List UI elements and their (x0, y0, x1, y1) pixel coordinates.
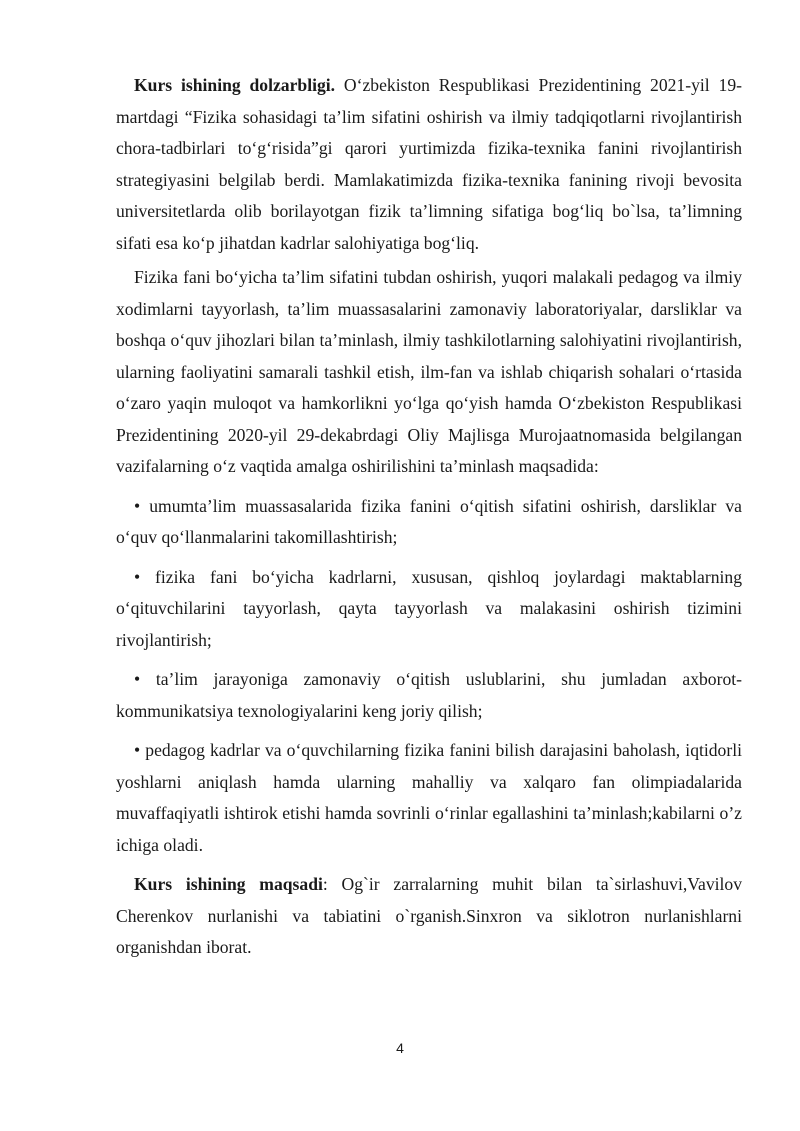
goal-heading: Kurs ishining maqsadi (134, 874, 323, 894)
bullet-item-2: • fizika fani bo‘yicha kadrlarni, xususan, qishloq joylardagi maktablarning o‘qituvchilarini tayyorlash, qayta tayyorlash va malakasini oshirish tizimini rivojlantirish; (116, 566, 742, 650)
document-page (116, 70, 742, 964)
physics-paragraph: Fizika fani bo‘yicha ta’lim sifatini tubdan oshirish, yuqori malakali pedagog va ilmiy xodimlarni tayyorlash, ta’lim muassasalarini zamonaviy laboratoriyalar, darsliklar va boshqa o‘quv jihozlari bilan ta’minlash, ilmiy tashkilotlarning salohiyatini rivojlantirish, ularning faoliyatini samarali tashkil etish, ilm-fan va ishlab chiqarish sohalari o‘rtasida o‘zaro yaqin muloqot va hamkorlikni yo‘lga qo‘yish hamda O‘zbekiston Respublikasi Prezidentining 2020-yil 29-dekabrdagi Oliy Majlisga Murojaatnomasida belgilangan vazifalarning o‘z vaqtida amalga oshirilishini ta’minlash maqsadida: (116, 267, 742, 476)
goal-text: : Og`ir zarralarning muhit bilan ta`sirlashuvi,Vavilov Cherenkov nurlanishi va tabiatini o`rganish.Sinxron va siklotron nurlanishlarni organishdan iborat. (116, 874, 742, 957)
relevance-heading: Kurs ishining dolzarbligi. (134, 75, 336, 95)
spacer (116, 554, 742, 562)
spacer (116, 727, 742, 735)
goal-paragraph (116, 869, 742, 964)
spacer (116, 483, 742, 491)
relevance-paragraph (116, 70, 742, 259)
page-number: 4 (396, 1040, 404, 1056)
bullet-item-1: • umumta’lim muassasalarida fizika fanini o‘qitish sifatini oshirish, darsliklar va o‘quv qo‘llanmalarini takomillashtirish; (116, 495, 742, 547)
spacer (116, 861, 742, 869)
spacer (116, 656, 742, 664)
bullet-item-3: • ta’lim jarayoniga zamonaviy o‘qitish uslublarini, shu jumladan axborot-kommunikatsiya texnologiyalarini keng joriy qilish; (116, 669, 742, 721)
bullet-item-4: • pedagog kadrlar va o‘quvchilarning fizika fanini bilish darajasini baholash, iqtidorli yoshlarni aniqlash hamda ularning mahalliy va xalqaro fan olimpiadalarida muvaffaqiyatli ishtirok etishi hamda sovrinli o‘rinlar egallashini ta’minlash;kabilarni o’z ichiga oladi. (116, 740, 742, 855)
relevance-text: O‘zbekiston Respublikasi Prezidentining 2021-yil 19-martdagi “Fizika sohasidagi taʼlim sifatini oshirish va ilmiy tadqiqotlarni rivojlantirish chora-tadbirlari to‘g‘risida”gi qarori yurtimizda fizika-texnika fanini rivojlantirish strategiyasini belgilab berdi. Mamlakatimizda fizika-texnika fanining rivoji bevosita universitetlarda olib borilayotgan fizik ta’limning sifatiga bog‘liq bo`lsa, ta’limning sifati esa ko‘p jihatdan kadrlar salohiyatiga bog‘liq. (116, 75, 742, 253)
